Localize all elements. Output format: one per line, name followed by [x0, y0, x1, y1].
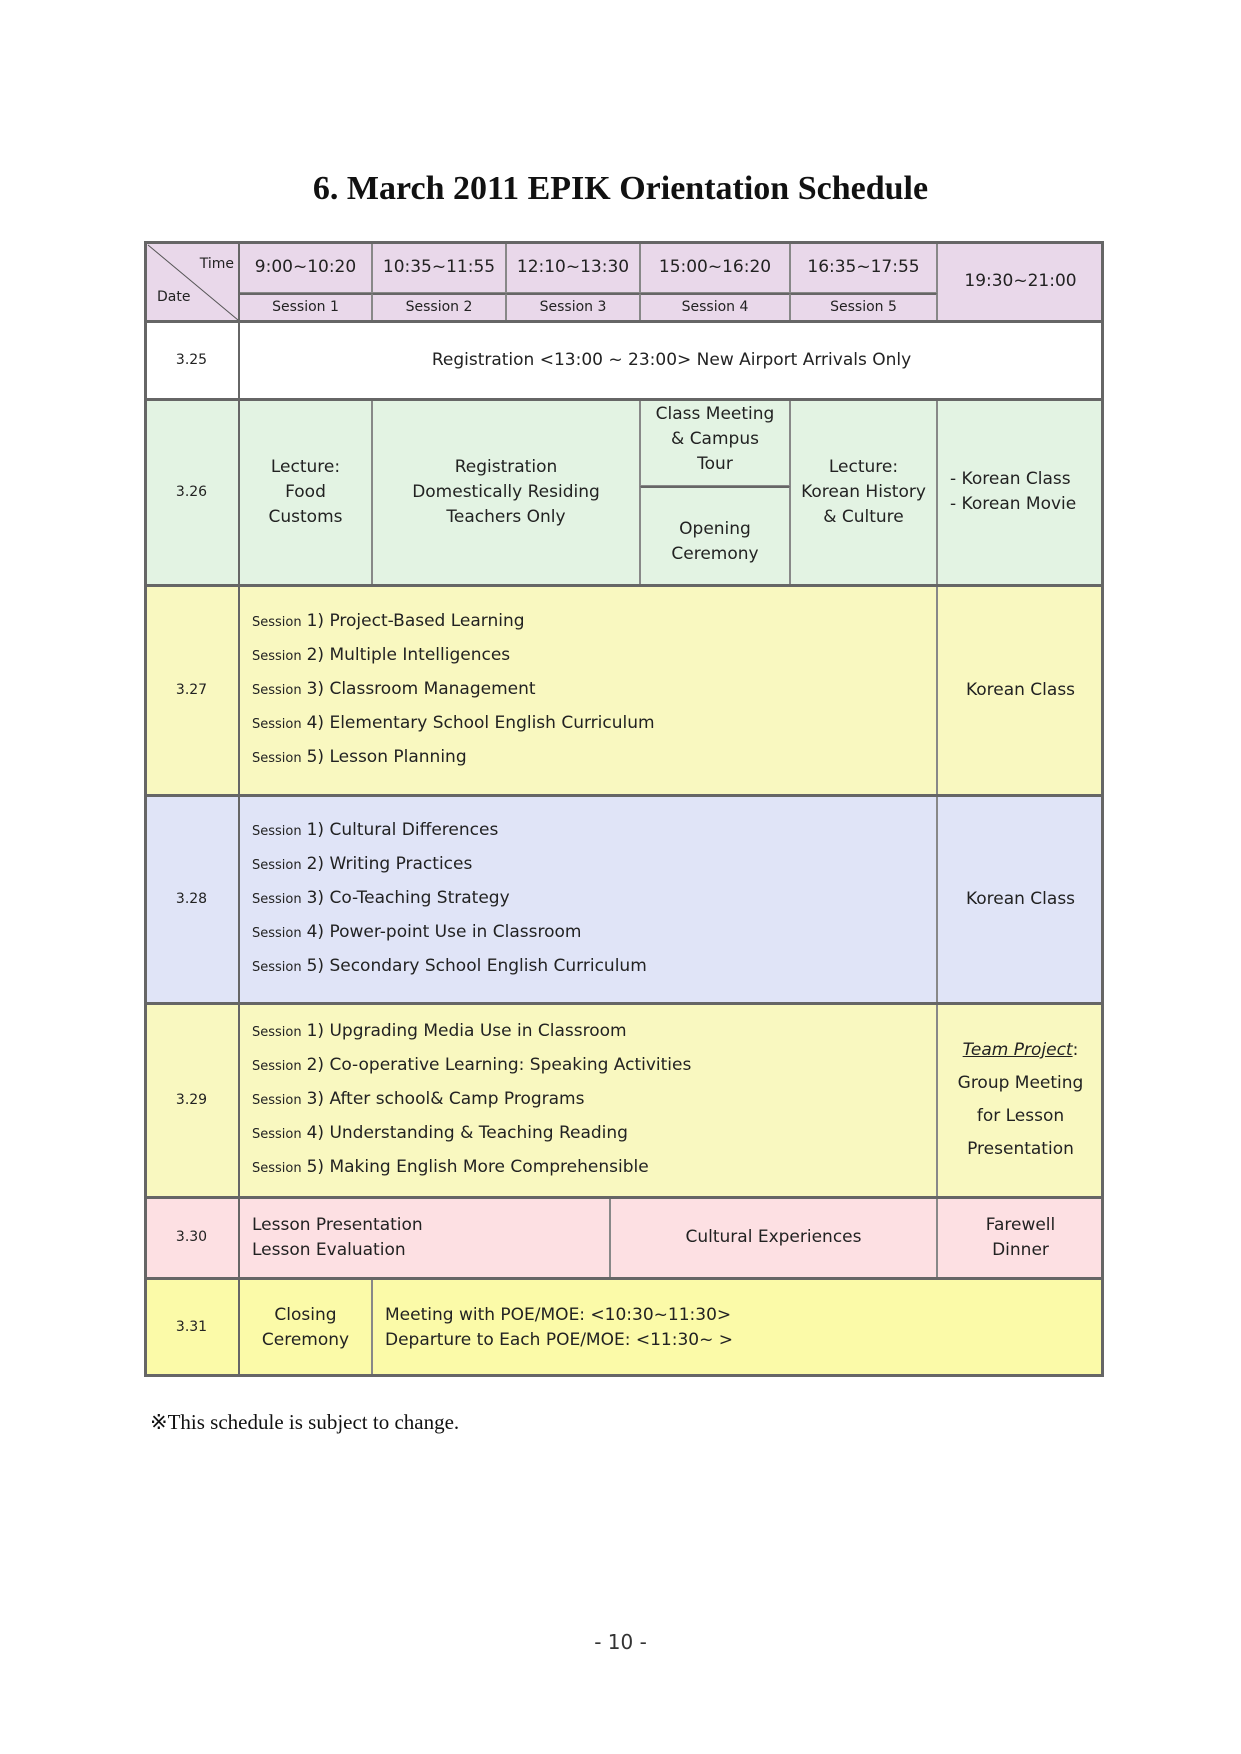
date-cell: 3.28 [144, 795, 239, 1003]
date-cell: 3.25 [144, 321, 239, 399]
text-line: Lesson Evaluation [252, 1239, 406, 1260]
session-item: Session 1) Upgrading Media Use in Classroom [252, 1021, 627, 1041]
text-line: Departure to Each POE/MOE: <11:30~ > [385, 1329, 733, 1350]
time-header: 9:00~10:20 [239, 241, 372, 293]
text-line: Opening [679, 519, 751, 539]
text-line: Teachers Only [446, 506, 566, 527]
lesson-presentation [239, 1197, 610, 1278]
row-divider [144, 320, 1104, 323]
session-item: Session 1) Cultural Differences [252, 820, 499, 840]
row-divider [144, 794, 1104, 797]
text-line: Tour [697, 454, 733, 474]
row-divider [144, 1277, 1104, 1280]
session-item: Session 3) Classroom Management [252, 679, 536, 699]
text-line: Class Meeting [655, 404, 775, 424]
text-line: Lesson Presentation [252, 1214, 423, 1235]
session-header: Session 1 [239, 293, 372, 321]
date-cell: 3.29 [144, 1003, 239, 1197]
text-line: Registration [454, 456, 558, 477]
registration-domestic [372, 399, 640, 585]
corner-header [144, 241, 239, 321]
page-number: - 10 - [594, 1630, 647, 1654]
text-line: Domestically Residing [412, 481, 600, 502]
date-cell: 3.30 [144, 1197, 239, 1278]
schedule-note: ※This schedule is subject to change. [150, 1410, 460, 1434]
row-divider [144, 584, 1104, 587]
registration-airport: Registration <13:00 ~ 23:00> New Airport Arrivals Only [239, 321, 1104, 399]
row-divider [144, 1002, 1104, 1005]
text-line: Food [285, 481, 326, 502]
text-line: for Lesson [976, 1106, 1065, 1126]
date-cell: 3.26 [144, 399, 239, 585]
text-line: Lecture: [270, 456, 341, 477]
row-divider [144, 398, 1104, 401]
team-project-title: Team Project: [962, 1040, 1079, 1060]
session-list [239, 1003, 937, 1197]
session-item: Session 5) Secondary School English Curriculum [252, 956, 647, 976]
date-column-divider [238, 241, 240, 1377]
session-item: Session 5) Making English More Comprehensible [252, 1157, 649, 1177]
session-item: Session 4) Power-point Use in Classroom [252, 922, 582, 942]
text-line: Lecture: [828, 456, 899, 477]
time-header: 10:35~11:55 [372, 241, 506, 293]
text-line: Ceremony [671, 544, 759, 564]
session-list [239, 585, 937, 795]
opening-ceremony [640, 486, 790, 585]
cultural-experiences: Cultural Experiences [610, 1197, 937, 1278]
time-header: 15:00~16:20 [640, 241, 790, 293]
date-label: Date [157, 289, 191, 305]
closing-ceremony [239, 1278, 372, 1377]
evening-korean-class: Korean Class [937, 795, 1104, 1003]
time-label: Time [199, 256, 234, 272]
text-line: Ceremony [261, 1329, 350, 1350]
session-item: Session 2) Multiple Intelligences [252, 645, 511, 665]
text-line: Korean History [801, 481, 926, 502]
session-header: Session 2 [372, 293, 506, 321]
text-line: - Korean Class [950, 469, 1071, 489]
session-item: Session 3) After school& Camp Programs [252, 1089, 585, 1109]
session-list [239, 795, 937, 1003]
session-header: Session 3 [506, 293, 640, 321]
lecture-korean-history [790, 399, 937, 585]
lecture-food-customs [239, 399, 372, 585]
text-line: & Culture [823, 506, 904, 527]
session-header: Session 5 [790, 293, 937, 321]
text-line: Presentation [967, 1139, 1074, 1159]
text-line: & Campus [671, 429, 759, 449]
session-item: Session 2) Writing Practices [252, 854, 473, 874]
row-divider [144, 1196, 1104, 1199]
session-item: Session 3) Co-Teaching Strategy [252, 888, 510, 908]
date-cell: 3.31 [144, 1278, 239, 1377]
farewell-dinner [937, 1197, 1104, 1278]
meeting-departure [372, 1278, 1104, 1377]
text-line: Closing [274, 1304, 337, 1325]
date-cell: 3.27 [144, 585, 239, 795]
evening-korean-class: Korean Class [937, 585, 1104, 795]
text-line: Meeting with POE/MOE: <10:30~11:30> [385, 1304, 732, 1325]
class-meeting-campus-tour [640, 399, 790, 486]
text-line: Dinner [992, 1239, 1049, 1260]
text-line: Farewell [985, 1214, 1056, 1235]
page-title: 6. March 2011 EPIK Orientation Schedule [312, 170, 929, 207]
time-header: 16:35~17:55 [790, 241, 937, 293]
session-item: Session 4) Understanding & Teaching Reading [252, 1123, 628, 1143]
time-header: 12:10~13:30 [506, 241, 640, 293]
evening-korean-class-movie [937, 399, 1104, 585]
session-item: Session 1) Project-Based Learning [252, 611, 525, 631]
session-item: Session 4) Elementary School English Curriculum [252, 713, 655, 733]
session-item: Session 2) Co-operative Learning: Speaking Activities [252, 1055, 692, 1075]
evening-team-project [937, 1003, 1104, 1197]
session-header: Session 4 [640, 293, 790, 321]
text-line: - Korean Movie [950, 494, 1077, 514]
text-line: Customs [268, 506, 343, 527]
time-header: 19:30~21:00 [937, 241, 1104, 321]
text-line: Group Meeting [957, 1073, 1084, 1093]
session-item: Session 5) Lesson Planning [252, 747, 467, 767]
